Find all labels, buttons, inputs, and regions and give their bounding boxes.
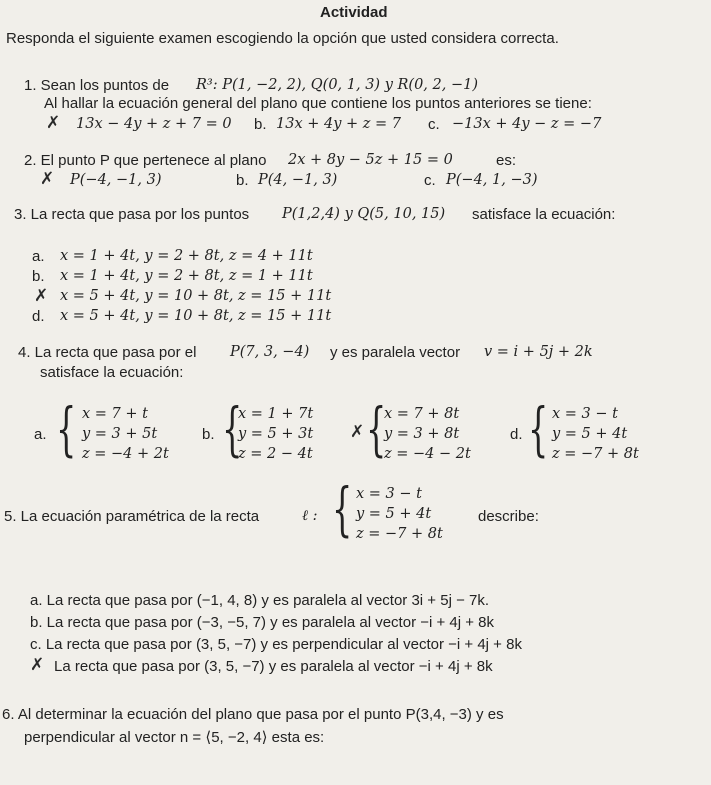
equation-line: x = 3 − t [356, 486, 422, 502]
q1-text: 1. Sean los puntos de [24, 77, 170, 94]
q6-text: 6. Al determinar la ecuación del plano que pasa por el punto P(3,4, −3) y es [2, 706, 504, 723]
q3-option-a[interactable]: x = 1 + 4t, y = 2 + 8t, z = 4 + 11t [60, 248, 313, 264]
equation-line: y = 5 + 4t [356, 506, 432, 522]
q2-option-a[interactable]: P(−4, −1, 3) [70, 172, 162, 188]
q3-option-b[interactable]: x = 1 + 4t, y = 2 + 8t, z = 1 + 11t [60, 268, 313, 284]
q3-option-b-label: b. [32, 268, 45, 285]
equation-line: z = −7 + 8t [356, 526, 443, 542]
q1-option-b[interactable]: 13x + 4y + z = 7 [276, 116, 402, 132]
equation-line: x = 7 + 8t [384, 406, 460, 422]
q4-option-a-label: a. [34, 426, 47, 443]
q5-ell: ℓ : [302, 508, 318, 524]
equation-line: z = −4 − 2t [384, 446, 471, 462]
selected-mark-icon: ✗ [40, 169, 55, 189]
q3-text: 3. La recta que pasa por los puntos [14, 206, 250, 223]
q5-option-d[interactable]: La recta que pasa por (3, 5, −7) y es paralela al vector −i + 4j + 8k [54, 658, 493, 675]
q1-option-a[interactable]: 13x − 4y + z + 7 = 0 [76, 116, 232, 132]
q2-plane: 2x + 8y − 5z + 15 = 0 [288, 152, 453, 168]
equation-line: z = −4 + 2t [82, 446, 169, 462]
equation-line: x = 7 + t [82, 406, 148, 422]
selected-mark-icon: ✗ [350, 422, 365, 442]
q1-text-2: Al hallar la ecuación general del plano que contiene los puntos anteriores se tiene: [44, 95, 592, 112]
instructions: Responda el siguiente examen escogiendo la opción que usted considera correcta. [6, 30, 559, 47]
q4-option-d[interactable] [528, 395, 668, 466]
q3-option-d[interactable]: x = 5 + 4t, y = 10 + 8t, z = 15 + 11t [60, 308, 332, 324]
q4-option-d-label: d. [510, 426, 523, 443]
q3-option-a-label: a. [32, 248, 45, 265]
q5-text: 5. La ecuación paramétrica de la recta [4, 508, 260, 525]
q4-option-a[interactable] [56, 395, 186, 466]
brace-icon: { [222, 395, 243, 463]
brace-icon: { [366, 395, 387, 463]
q2-text: 2. El punto P que pertenece al plano [24, 152, 267, 169]
equation-line: z = −7 + 8t [552, 446, 639, 462]
q5-option-c[interactable]: c. La recta que pasa por (3, 5, −7) y es perpendicular al vector −i + 4j + 8k [30, 636, 522, 653]
q3-points: P(1,2,4) y Q(5, 10, 15) [282, 206, 446, 222]
brace-icon: { [528, 395, 549, 463]
q4-option-b-label: b. [202, 426, 215, 443]
equation-line: x = 3 − t [552, 406, 618, 422]
q1-option-c-label: c. [428, 116, 440, 133]
equation-line: y = 3 + 8t [384, 426, 460, 442]
q5-option-b[interactable]: b. La recta que pasa por (−3, −5, 7) y es paralela al vector −i + 4j + 8k [30, 614, 495, 631]
q2-option-c[interactable]: P(−4, 1, −3) [446, 172, 538, 188]
q4-text-2: y es paralela vector [330, 344, 461, 361]
q3-option-d-label: d. [32, 308, 45, 325]
q3-text-2: satisface la ecuación: [472, 206, 616, 223]
q4-vector: v = i + 5j + 2k [484, 344, 593, 360]
equation-line: y = 5 + 3t [238, 426, 314, 442]
q1-option-c[interactable]: −13x + 4y − z = −7 [452, 116, 602, 132]
q1-option-b-label: b. [254, 116, 267, 133]
q4-option-c[interactable] [366, 395, 506, 466]
q2-option-b[interactable]: P(4, −1, 3) [258, 172, 338, 188]
q2-es: es: [496, 152, 517, 169]
equation-line: y = 3 + 5t [82, 426, 158, 442]
q5-system [332, 475, 472, 546]
q3-option-c[interactable]: x = 5 + 4t, y = 10 + 8t, z = 15 + 11t [60, 288, 332, 304]
selected-mark-icon: ✗ [34, 286, 49, 306]
selected-mark-icon: ✗ [46, 113, 61, 133]
activity-title: Actividad [320, 4, 388, 21]
q2-option-b-label: b. [236, 172, 249, 189]
q2-option-c-label: c. [424, 172, 436, 189]
q4-option-b[interactable] [222, 395, 352, 466]
q5-describe: describe: [478, 508, 539, 525]
equation-line: y = 5 + 4t [552, 426, 628, 442]
equation-line: x = 1 + 7t [238, 406, 314, 422]
q4-text: 4. La recta que pasa por el [18, 344, 197, 361]
q4-text-3: satisface la ecuación: [40, 364, 184, 381]
selected-mark-icon: ✗ [30, 655, 45, 675]
brace-icon: { [56, 395, 77, 463]
q4-point: P(7, 3, −4) [230, 344, 310, 360]
q6-text-2: perpendicular al vector n = ⟨5, −2, 4⟩ esta es: [24, 729, 325, 746]
q1-points: R³: P(1, −2, 2), Q(0, 1, 3) y R(0, 2, −1) [196, 77, 478, 93]
brace-icon: { [332, 475, 353, 543]
equation-line: z = 2 − 4t [238, 446, 313, 462]
q5-option-a[interactable]: a. La recta que pasa por (−1, 4, 8) y es paralela al vector 3i + 5j − 7k. [30, 592, 490, 609]
